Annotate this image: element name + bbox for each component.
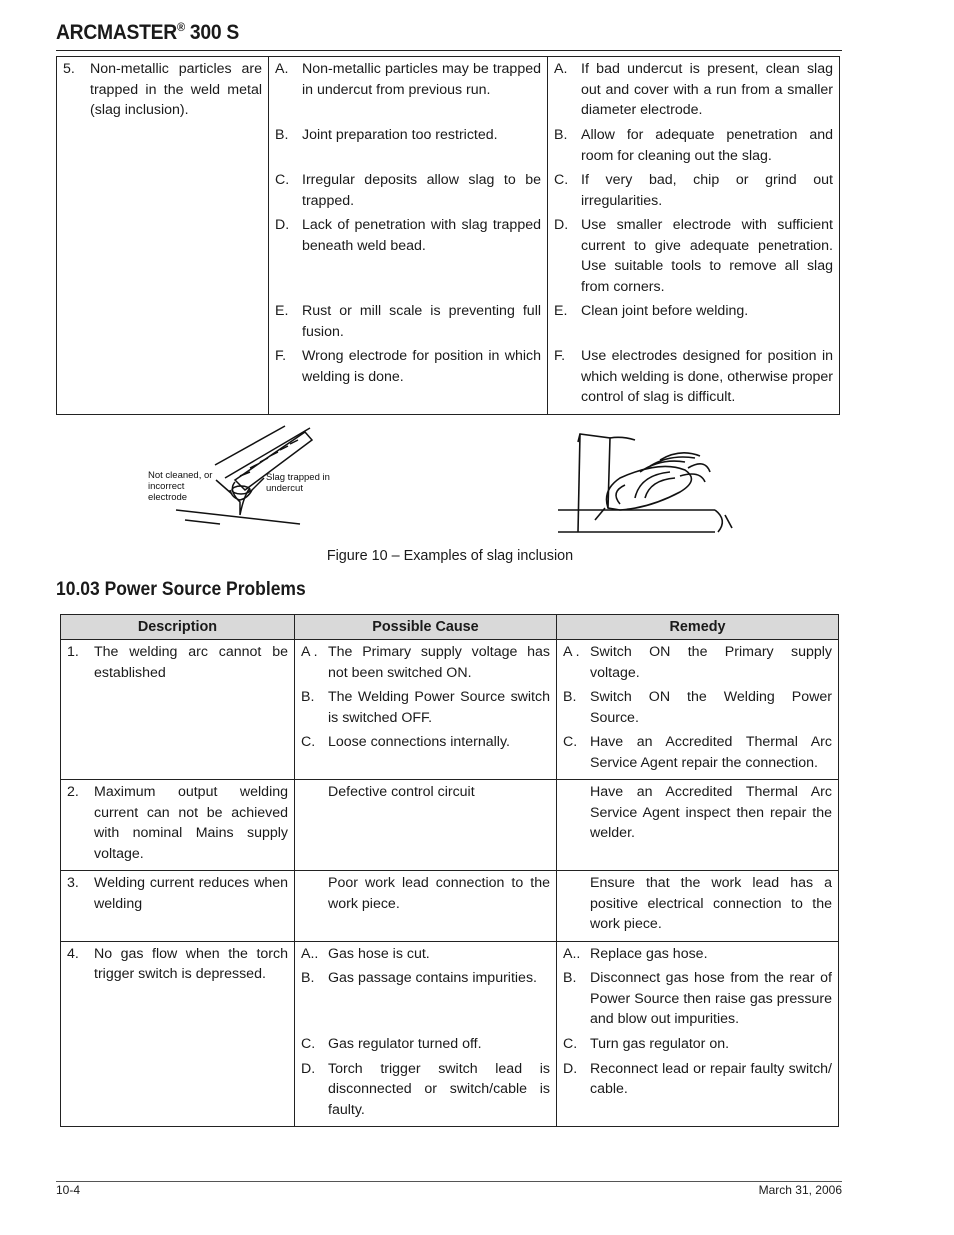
cause-entry bbox=[301, 732, 550, 753]
remedy-entry bbox=[563, 642, 832, 683]
table-row bbox=[61, 941, 839, 1127]
cause-text: Non-metallic particles may be trapped in undercut from previous run. bbox=[302, 61, 541, 98]
cause-letter: B. bbox=[301, 970, 315, 986]
section-heading: 10.03 Power Source Problems bbox=[56, 579, 306, 600]
remedy-cell bbox=[557, 871, 839, 942]
cause-text: Gas passage contains impurities. bbox=[328, 970, 537, 986]
page-title bbox=[56, 20, 239, 45]
cause-text: Loose connections internally. bbox=[328, 734, 510, 750]
cause-text: Joint preparation too restricted. bbox=[302, 127, 498, 143]
remedy-entry bbox=[563, 687, 832, 728]
cause-letter: B. bbox=[275, 127, 289, 143]
remedy-text: If bad undercut is present, clean slag out and cover with a run from a smaller diameter electrode. bbox=[581, 61, 833, 118]
cause-letter: D. bbox=[275, 217, 290, 233]
remedy-letter: A.. bbox=[563, 945, 581, 962]
remedy-entry bbox=[554, 301, 833, 342]
cause-letter: D. bbox=[301, 1060, 316, 1077]
description-cell bbox=[57, 57, 269, 415]
cause-entry bbox=[301, 944, 550, 965]
remedy-letter: C. bbox=[554, 172, 569, 188]
cause-entry bbox=[275, 215, 541, 297]
remedy-text: Replace gas hose. bbox=[590, 945, 708, 962]
cause-cell bbox=[295, 780, 557, 871]
problem-entry bbox=[67, 873, 288, 914]
remedy-letter: C. bbox=[563, 734, 578, 750]
cause-entry bbox=[275, 301, 541, 342]
label-electrode: electrode bbox=[148, 492, 188, 503]
cause-entry bbox=[301, 1034, 550, 1055]
cause-text: Gas hose is cut. bbox=[328, 945, 430, 962]
remedy-letter: B. bbox=[554, 127, 568, 143]
cause-text: The Primary supply voltage has not been switched ON. bbox=[328, 644, 550, 681]
table-row bbox=[61, 871, 839, 942]
remedy-letter bbox=[563, 873, 590, 935]
title-model: 300 S bbox=[184, 21, 240, 44]
remedy-cell bbox=[548, 57, 840, 415]
cause-cell bbox=[295, 871, 557, 942]
column-header-remedy: Remedy bbox=[557, 615, 839, 640]
cause-cell bbox=[269, 57, 548, 415]
problem-text: No gas flow when the torch trigger switch is depressed. bbox=[94, 945, 288, 982]
remedy-text: Switch ON the Primary supply voltage. bbox=[590, 644, 832, 681]
remedy-text: If very bad, chip or grind out irregularities. bbox=[581, 172, 833, 209]
slag-inclusion-table bbox=[56, 56, 840, 415]
fillet-weld-sketch bbox=[558, 434, 732, 532]
problem-description: Non-metallic particles are trapped in the weld metal (slag inclusion). bbox=[90, 61, 262, 118]
table-row bbox=[61, 780, 839, 871]
cause-text: Rust or mill scale is preventing full fusion. bbox=[302, 303, 541, 340]
problem-letter: 1. bbox=[67, 644, 79, 660]
cause-cell bbox=[295, 941, 557, 1127]
cause-letter: C. bbox=[301, 1036, 316, 1052]
cause-entry bbox=[301, 642, 550, 683]
cause-letter: B. bbox=[301, 689, 315, 705]
label-not-cleaned: Not cleaned, or bbox=[148, 470, 213, 481]
remedy-text: Switch ON the Welding Power Source. bbox=[590, 689, 832, 726]
label-incorrect: incorrect bbox=[148, 481, 185, 492]
column-header-description: Description bbox=[61, 615, 295, 640]
problem-entry bbox=[67, 642, 288, 683]
cause-letter: C. bbox=[301, 734, 316, 750]
remedy-letter: F. bbox=[554, 348, 566, 364]
problem-text: Maximum output welding current can not be achieved with nominal Mains supply voltage. bbox=[94, 784, 288, 862]
remedy-letter: C. bbox=[563, 1036, 578, 1052]
remedy-letter: E. bbox=[554, 303, 568, 319]
cause-text: Defective control circuit bbox=[328, 784, 475, 800]
problem-entry bbox=[67, 782, 288, 864]
cause-entry bbox=[301, 873, 550, 914]
remedy-letter: A . bbox=[563, 644, 580, 660]
remedy-entry bbox=[554, 215, 833, 297]
remedy-entry bbox=[554, 59, 833, 121]
page-number: 10-4 bbox=[56, 1183, 81, 1197]
cause-letter: C. bbox=[275, 172, 290, 188]
figure-caption: Figure 10 – Examples of slag inclusion bbox=[326, 548, 574, 564]
weld-illustration bbox=[140, 420, 760, 540]
label-slag-trapped: Slag trapped in bbox=[266, 472, 330, 483]
cause-entry bbox=[275, 346, 541, 408]
cause-letter: A. bbox=[275, 61, 289, 77]
remedy-cell bbox=[557, 941, 839, 1127]
remedy-entry bbox=[563, 1034, 832, 1055]
cause-letter: A.. bbox=[301, 945, 319, 962]
problem-text: Welding current reduces when welding bbox=[94, 875, 288, 912]
description-cell bbox=[61, 941, 295, 1127]
cause-text: Poor work lead connection to the work piece. bbox=[328, 875, 550, 912]
column-header-cause: Possible Cause bbox=[295, 615, 557, 640]
cause-entry bbox=[275, 59, 541, 121]
remedy-entry bbox=[563, 944, 832, 965]
remedy-cell bbox=[557, 780, 839, 871]
revision-date: March 31, 2006 bbox=[758, 1183, 842, 1197]
cause-text: The Welding Power Source switch is switched OFF. bbox=[328, 689, 550, 726]
description-cell bbox=[61, 640, 295, 780]
cause-text: Wrong electrode for position in which welding is done. bbox=[302, 348, 541, 385]
table-row bbox=[57, 57, 840, 415]
cause-letter: E. bbox=[275, 303, 289, 319]
cause-entry bbox=[301, 687, 550, 728]
cause-text: Gas regulator turned off. bbox=[328, 1036, 482, 1052]
remedy-text: Ensure that the work lead has a positive electrical connection to the work piece. bbox=[590, 875, 832, 932]
remedy-text: Clean joint before welding. bbox=[581, 303, 749, 319]
remedy-text: Disconnect gas hose from the rear of Power Source then raise gas pressure and blow out impurities. bbox=[590, 970, 832, 1027]
table-header-row bbox=[61, 615, 839, 640]
problem-letter: 4. bbox=[67, 945, 79, 962]
problem-text: The welding arc cannot be established bbox=[94, 644, 288, 681]
cause-letter: A . bbox=[301, 644, 318, 660]
remedy-letter: D. bbox=[563, 1060, 578, 1077]
cause-entry bbox=[301, 782, 550, 803]
cause-letter: F. bbox=[275, 348, 287, 364]
remedy-text: Reconnect lead or repair faulty switch/ cable. bbox=[590, 1060, 832, 1097]
cause-entry bbox=[275, 125, 541, 166]
remedy-entry bbox=[563, 873, 832, 935]
problem-letter: 2. bbox=[67, 784, 79, 800]
registered-mark: ® bbox=[176, 20, 185, 34]
remedy-entry bbox=[554, 170, 833, 211]
remedy-letter bbox=[563, 782, 590, 844]
remedy-text: Have an Accredited Thermal Arc Service Agent inspect then repair the welder. bbox=[590, 784, 832, 841]
cause-entry bbox=[301, 1059, 550, 1121]
remedy-entry bbox=[563, 968, 832, 1030]
remedy-text: Use smaller electrode with sufficient current to give adequate penetration. Use suitable tools to remove all slag from corners. bbox=[581, 217, 833, 295]
power-source-problems-table bbox=[60, 614, 839, 1127]
remedy-letter: A. bbox=[554, 61, 568, 77]
remedy-cell bbox=[557, 640, 839, 780]
problem-number: 5. bbox=[63, 61, 75, 77]
remedy-text: Have an Accredited Thermal Arc Service Agent repair the connection. bbox=[590, 734, 832, 771]
remedy-entry bbox=[563, 782, 832, 844]
cause-text: Torch trigger switch lead is disconnected or switch/cable is faulty. bbox=[328, 1060, 550, 1118]
remedy-entry bbox=[563, 1059, 832, 1100]
cause-text: Lack of penetration with slag trapped beneath weld bead. bbox=[302, 217, 541, 254]
remedy-letter: B. bbox=[563, 689, 577, 705]
problem-letter: 3. bbox=[67, 875, 79, 891]
remedy-letter: D. bbox=[554, 217, 569, 233]
label-undercut: undercut bbox=[266, 483, 303, 494]
remedy-text: Allow for adequate penetration and room for cleaning out the slag. bbox=[581, 127, 833, 164]
remedy-entry bbox=[554, 346, 833, 408]
remedy-letter: B. bbox=[563, 970, 577, 986]
description-cell bbox=[61, 780, 295, 871]
table-row bbox=[61, 640, 839, 780]
title-rule bbox=[56, 50, 842, 51]
slag-inclusion-figures bbox=[140, 420, 760, 540]
description-cell bbox=[61, 871, 295, 942]
cause-text: Irregular deposits allow slag to be trapped. bbox=[302, 172, 541, 209]
remedy-text: Use electrodes designed for position in which welding is done, otherwise proper control of slag is difficult. bbox=[581, 348, 833, 405]
title-text: ARCMASTER bbox=[56, 21, 177, 44]
cause-entry bbox=[275, 170, 541, 211]
cause-entry bbox=[301, 968, 550, 1030]
remedy-entry bbox=[554, 125, 833, 166]
footer-rule bbox=[56, 1181, 842, 1182]
cause-cell bbox=[295, 640, 557, 780]
cause-letter bbox=[301, 782, 328, 803]
remedy-text: Turn gas regulator on. bbox=[590, 1036, 730, 1052]
cause-letter bbox=[301, 873, 328, 914]
problem-entry bbox=[67, 944, 288, 985]
remedy-entry bbox=[563, 732, 832, 773]
